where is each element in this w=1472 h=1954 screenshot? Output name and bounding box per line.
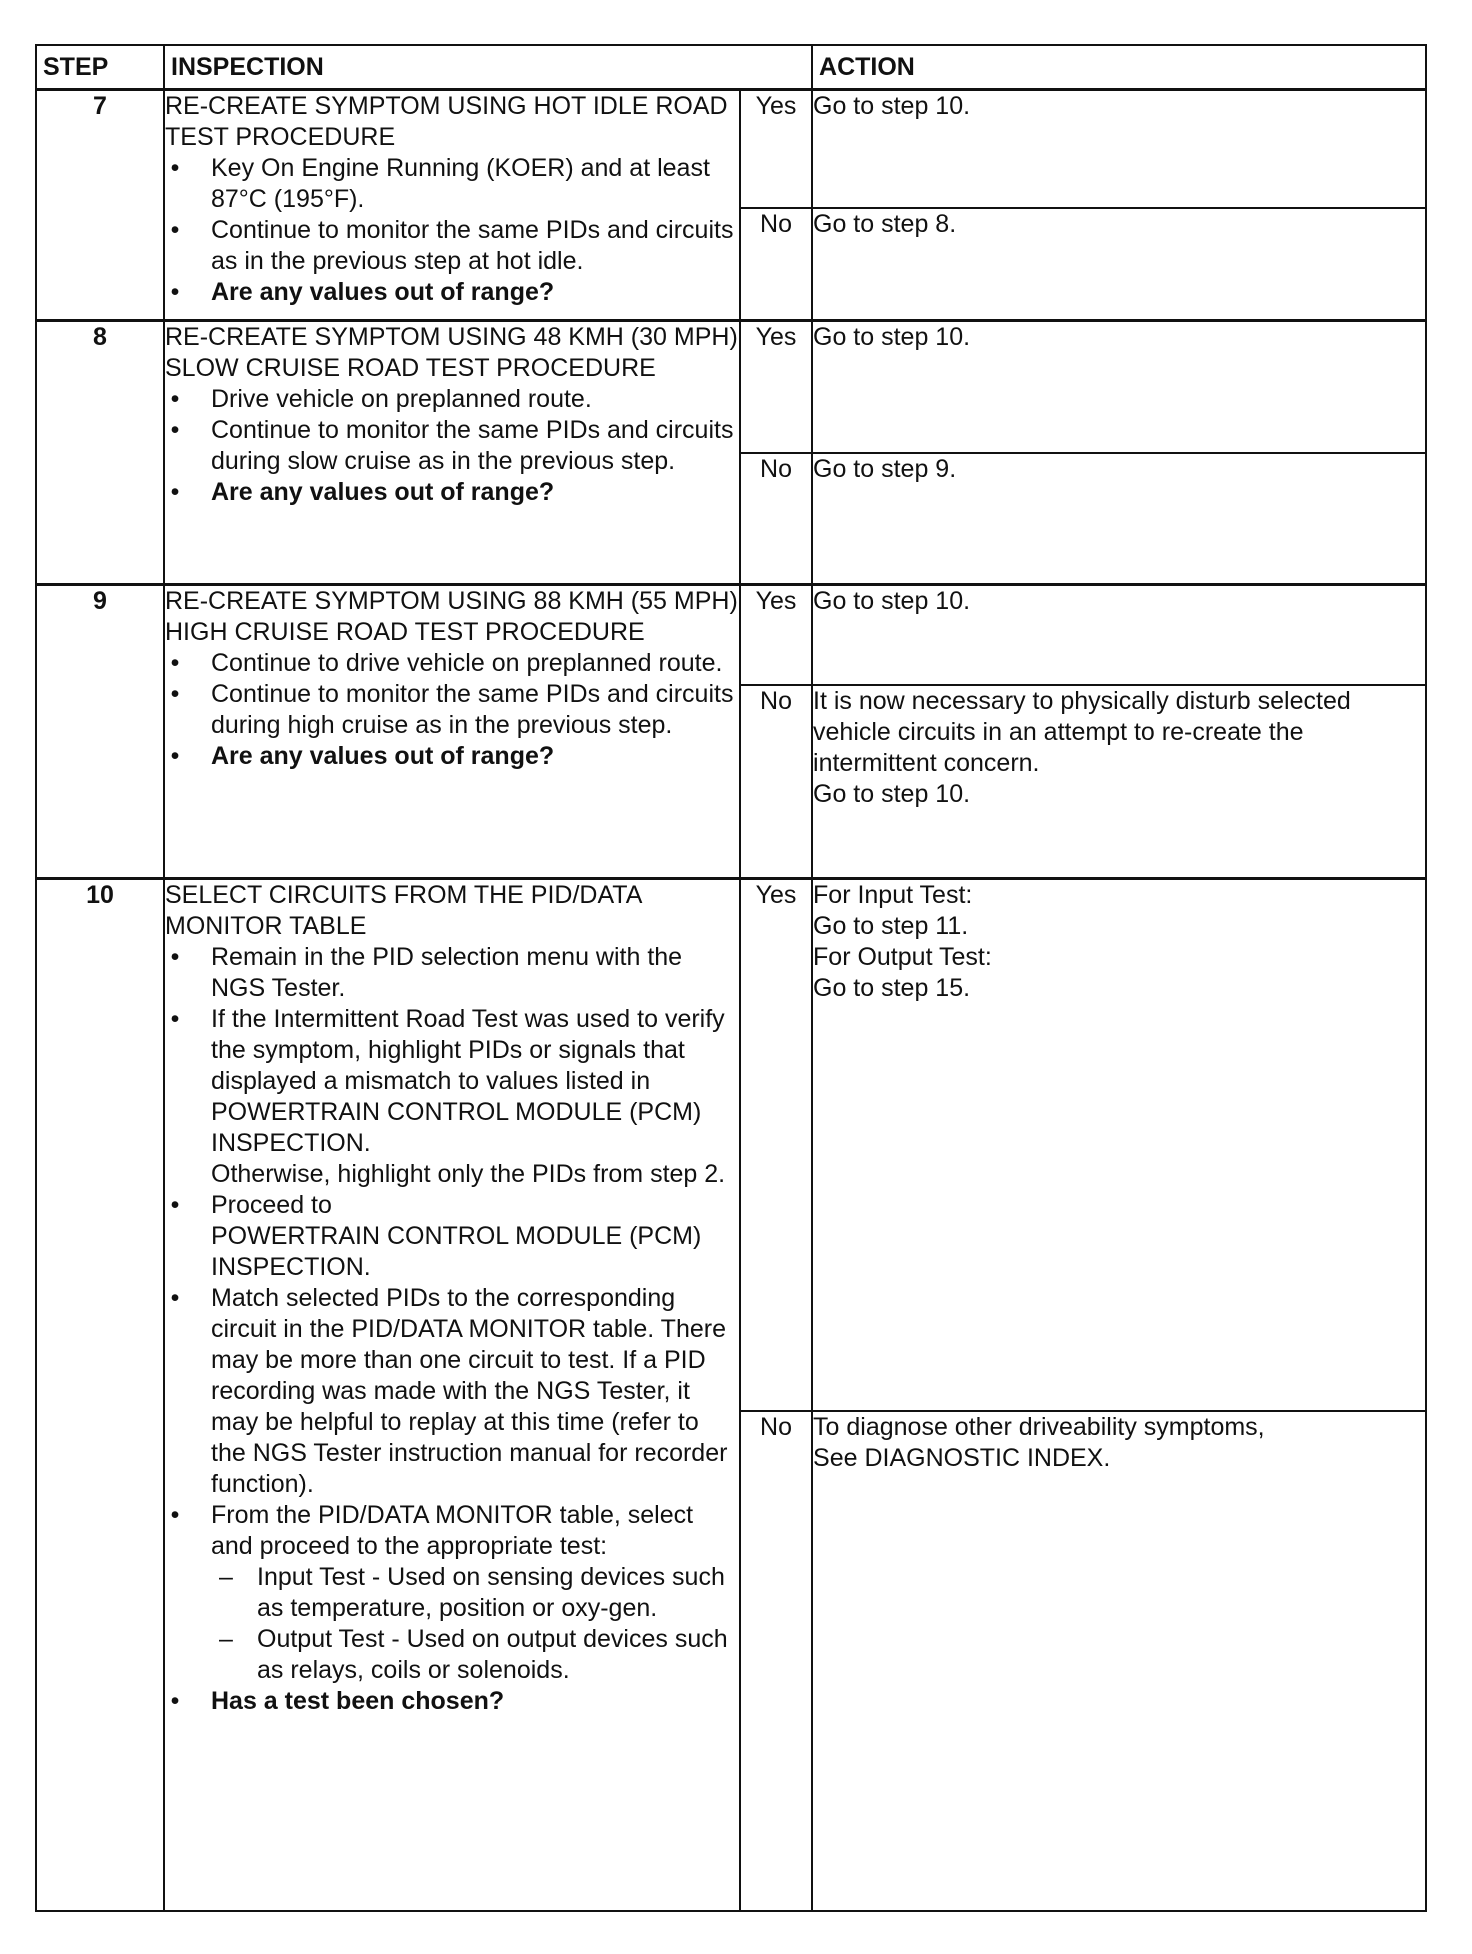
list-item: • Are any values out of range? xyxy=(170,478,555,506)
list-item: • Remain in the PID selection menu with the NGS Tester. xyxy=(170,943,683,1002)
yes-label: Yes xyxy=(740,321,812,453)
list-item: • Continue to monitor the same PIDs and circuits during high cruise as in the previous step. xyxy=(170,680,734,739)
inspection-title: SELECT CIRCUITS FROM THE PID/DATA MONITOR TABLE xyxy=(165,881,641,940)
list-item: • Continue to drive vehicle on preplanned route. xyxy=(170,649,723,677)
list-item: • Key On Engine Running (KOER) and at least 87°C (195°F). xyxy=(170,154,710,213)
inspection-bullets xyxy=(165,384,739,508)
yes-action-line: Go to step 11. xyxy=(813,912,969,940)
list-item: • Drive vehicle on preplanned route. xyxy=(170,385,592,413)
dash-text: Output Test - Used on output devices such as relays, coils or solenoids. xyxy=(257,1625,728,1684)
yes-action: Go to step 10. xyxy=(812,321,1426,453)
step-number: 7 xyxy=(36,90,164,321)
yes-action: Go to step 10. xyxy=(812,90,1426,208)
table-header-row xyxy=(36,45,1426,90)
header-action: ACTION xyxy=(812,45,1426,90)
list-item: • Are any values out of range? xyxy=(170,278,555,306)
inspection-bullets xyxy=(165,153,739,308)
bullet-text: From the PID/DATA MONITOR table, select and proceed to the appropriate test: xyxy=(211,1501,694,1560)
no-action-line: To diagnose other driveability symptoms, xyxy=(813,1412,1265,1441)
step-10-inspection xyxy=(164,879,740,1911)
no-action xyxy=(812,685,1426,879)
step-9-inspection xyxy=(164,585,740,879)
diagnostic-procedure-table xyxy=(35,44,1427,1912)
list-item: • Continue to monitor the same PIDs and circuits as in the previous step at hot idle. xyxy=(170,216,734,275)
step-7-inspection xyxy=(164,90,740,321)
yes-label: Yes xyxy=(740,585,812,685)
inspection-bullets xyxy=(165,942,739,1717)
no-label: No xyxy=(740,453,812,585)
no-label: No xyxy=(740,208,812,321)
list-item: • Are any values out of range? xyxy=(170,742,555,770)
step-10-yes-row xyxy=(36,879,1426,1411)
inspection-title: RE-CREATE SYMPTOM USING 48 KMH (30 MPH) SLOW CRUISE ROAD TEST PROCEDURE xyxy=(165,323,738,382)
yes-action-line: For Input Test: xyxy=(813,881,973,909)
no-action-line: See DIAGNOSTIC INDEX. xyxy=(813,1443,1111,1472)
yes-action-line: For Output Test: xyxy=(813,943,992,971)
yes-action: Go to step 10. xyxy=(812,585,1426,685)
no-label: No xyxy=(740,685,812,879)
step-8-yes-row xyxy=(36,321,1426,453)
no-action-goto: Go to step 10. xyxy=(813,779,971,808)
no-action: Go to step 9. xyxy=(812,453,1426,585)
yes-label: Yes xyxy=(740,90,812,208)
procedure-page xyxy=(35,44,1425,1912)
list-item: • From the PID/DATA MONITOR table, select and proceed to the appropriate test: – Input Test - Used on sensing devices such as temperature, position or oxy-gen. – Output Test - Used on output devices such as relays, coils or solenoids. xyxy=(165,1500,739,1686)
pcm-inspection-reference: POWERTRAIN CONTROL MODULE (PCM) INSPECTION. xyxy=(211,1222,702,1281)
bullet-text: Drive vehicle on preplanned route. xyxy=(211,385,592,413)
inspection-title: RE-CREATE SYMPTOM USING HOT IDLE ROAD TEST PROCEDURE xyxy=(165,92,728,151)
no-action-text: It is now necessary to physically disturb selected vehicle circuits in an attempt to re-create the intermittent concern. xyxy=(813,686,1351,777)
list-item: • Has a test been chosen? xyxy=(170,1687,505,1715)
yes-action xyxy=(812,879,1426,1411)
list-item: • If the Intermittent Road Test was used to verify the symptom, highlight PIDs or signals that displayed a mismatch to values listed in POWERTRAIN CONTROL MODULE (PCM) INSPECTION. Otherwise, highlight only the PIDs from step 2. xyxy=(165,1004,739,1190)
bullet-text: Otherwise, highlight only the PIDs from step 2. xyxy=(211,1160,726,1188)
no-action xyxy=(812,1411,1426,1911)
list-item: – Input Test - Used on sensing devices such as temperature, position or oxy-gen. xyxy=(219,1563,725,1622)
test-type-list xyxy=(211,1562,739,1686)
inspection-question: Are any values out of range? xyxy=(211,742,555,770)
list-item: • Proceed to POWERTRAIN CONTROL MODULE (PCM) INSPECTION. xyxy=(165,1190,739,1283)
inspection-question: Are any values out of range? xyxy=(211,478,555,506)
bullet-text: Key On Engine Running (KOER) and at least 87°C (195°F). xyxy=(211,154,710,213)
step-8-inspection xyxy=(164,321,740,585)
dash-text: Input Test - Used on sensing devices such as temperature, position or oxy-gen. xyxy=(257,1563,725,1622)
yes-label: Yes xyxy=(740,879,812,1411)
bullet-text: Continue to monitor the same PIDs and circuits as in the previous step at hot idle. xyxy=(211,216,734,275)
inspection-question: Has a test been chosen? xyxy=(211,1687,505,1715)
no-action: Go to step 8. xyxy=(812,208,1426,321)
bullet-text: Continue to drive vehicle on preplanned route. xyxy=(211,649,723,677)
inspection-title: RE-CREATE SYMPTOM USING 88 KMH (55 MPH) HIGH CRUISE ROAD TEST PROCEDURE xyxy=(165,587,738,646)
list-item: – Output Test - Used on output devices such as relays, coils or solenoids. xyxy=(219,1625,728,1684)
step-9-yes-row xyxy=(36,585,1426,685)
inspection-bullets xyxy=(165,648,739,772)
list-item: • Match selected PIDs to the corresponding circuit in the PID/DATA MONITOR table. There may be more than one circuit to test. If a PID recording was made with the NGS Tester, it may be helpful to replay at this time (refer to the NGS Tester instruction manual for recorder function). xyxy=(170,1284,728,1498)
bullet-text: Match selected PIDs to the corresponding circuit in the PID/DATA MONITOR table. There may be more than one circuit to test. If a PID recording was made with the NGS Tester, it may be helpful to replay at this time (refer to the NGS Tester instruction manual for recorder function). xyxy=(211,1284,728,1498)
bullet-text: Continue to monitor the same PIDs and circuits during high cruise as in the previous step. xyxy=(211,680,734,739)
yes-action-line: Go to step 15. xyxy=(813,974,971,1002)
bullet-text: Proceed to xyxy=(211,1191,332,1219)
bullet-text: Continue to monitor the same PIDs and circuits during slow cruise as in the previous step. xyxy=(211,416,734,475)
bullet-text: If the Intermittent Road Test was used to verify the symptom, highlight PIDs or signals that displayed a mismatch to values listed in xyxy=(211,1005,725,1095)
step-number: 9 xyxy=(36,585,164,879)
step-number: 8 xyxy=(36,321,164,585)
header-inspection: INSPECTION xyxy=(164,45,812,90)
bullet-text: Remain in the PID selection menu with the NGS Tester. xyxy=(211,943,683,1002)
step-7-yes-row xyxy=(36,90,1426,208)
header-step: STEP xyxy=(36,45,164,90)
inspection-question: Are any values out of range? xyxy=(211,278,555,306)
no-label: No xyxy=(740,1411,812,1911)
pcm-inspection-reference: POWERTRAIN CONTROL MODULE (PCM) INSPECTION. xyxy=(211,1098,702,1157)
list-item: • Continue to monitor the same PIDs and circuits during slow cruise as in the previous step. xyxy=(170,416,734,475)
step-number: 10 xyxy=(36,879,164,1911)
